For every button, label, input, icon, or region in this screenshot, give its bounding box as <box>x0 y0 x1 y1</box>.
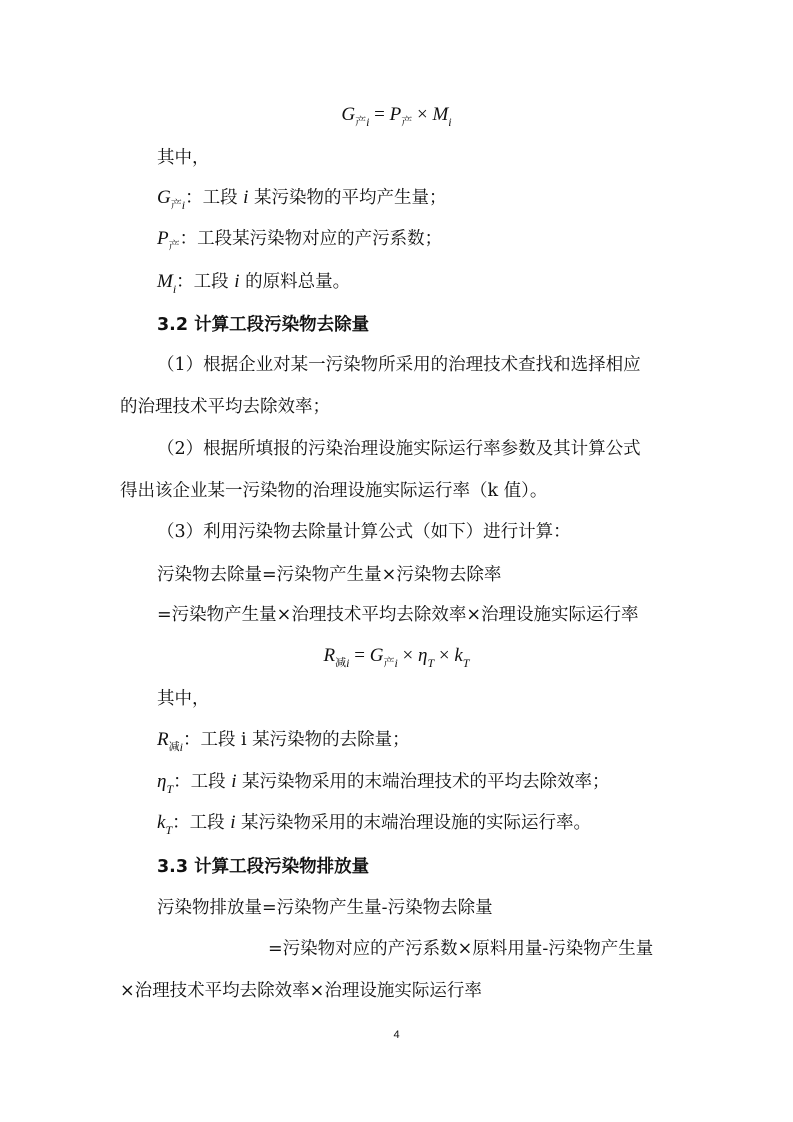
formula-removal: $R_{减i} = G_{产i} \times \eta_T \times k_T$ <box>323 645 470 670</box>
page-number: 4 <box>393 1029 400 1041</box>
definition-m: $M_i$：工段 i 的原料总量。 <box>157 271 351 296</box>
removal-equation-text-1: 污染物去除量=污染物产生量×污染物去除率 <box>157 565 502 585</box>
paragraph-2-line-2: 得出该企业某一污染物的治理设施实际运行率（k 值）。 <box>120 481 548 501</box>
section-heading-3-2: 3.2 计算工段污染物去除量 <box>157 315 370 335</box>
emission-equation-line-2: =污染物对应的产污系数×原料用量-污染物产生量 <box>268 939 654 959</box>
definition-p: $P_产$：工段某污染物对应的产污系数； <box>157 228 443 252</box>
section-heading-3-3: 3.3 计算工段污染物排放量 <box>157 857 370 877</box>
definition-r: $R_{减i}$：工段 i 某污染物的去除量； <box>157 729 410 754</box>
definition-k: $k_T$：工段 i 某污染物采用的末端治理设施的实际运行率。 <box>157 812 592 837</box>
definition-g: $G_{产i}$：工段 i 某污染物的平均产生量； <box>157 187 447 212</box>
emission-equation-line-1: 污染物排放量=污染物产生量-污染物去除量 <box>157 898 493 918</box>
definition-eta: $\eta_T$：工段 i 某污染物采用的末端治理技术的平均去除效率； <box>157 771 610 796</box>
paragraph-1-line-1: （1）根据企业对某一污染物所采用的治理技术查找和选择相应 <box>157 355 641 375</box>
paragraph-2-line-1: （2）根据所填报的污染治理设施实际运行率参数及其计算公式 <box>157 439 641 459</box>
paragraph-1-line-2: 的治理技术平均去除效率； <box>120 397 330 417</box>
formula-production: $G_{产i} = P_产 \times M_i$ <box>341 104 452 129</box>
removal-equation-text-2: =污染物产生量×治理技术平均去除效率×治理设施实际运行率 <box>157 605 639 625</box>
qizhong-label-2: 其中， <box>157 689 210 709</box>
paragraph-3-line-1: （3）利用污染物去除量计算公式（如下）进行计算： <box>157 522 571 542</box>
emission-equation-line-3: ×治理技术平均去除效率×治理设施实际运行率 <box>120 981 482 1001</box>
qizhong-label: 其中， <box>157 148 210 168</box>
